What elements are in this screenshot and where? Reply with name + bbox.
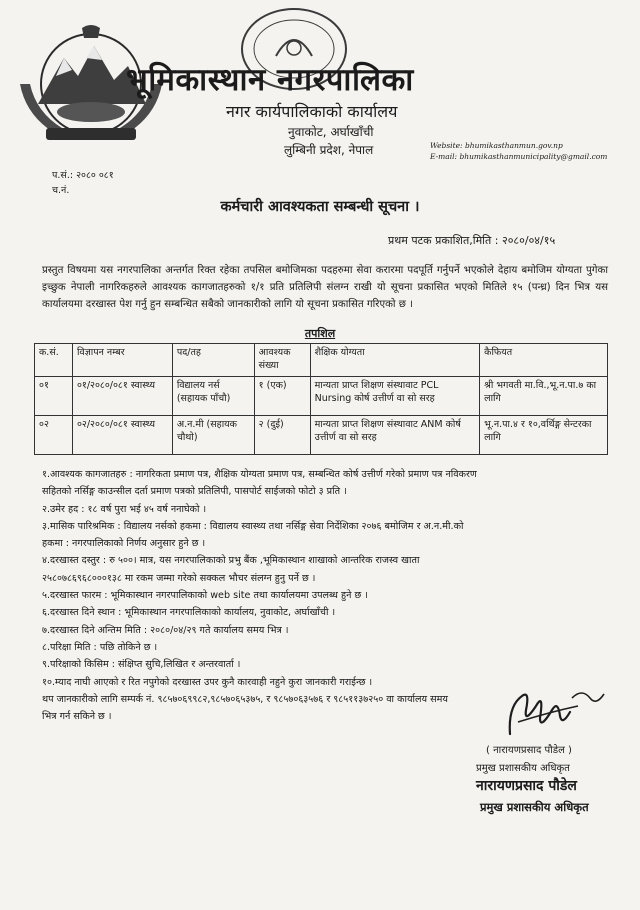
note-line: १.आवश्यक कागजातहरु : नागरिकता प्रमाण पत्र, शैक्षिक योग्यता प्रमाण पत्र, सम्बन्धित कोर्ष उत्तीर्ण गरेको प्रमाण पत्र नविकरण [42,469,477,480]
table-cell: विद्यालय नर्स (सहायक पाँचौ) [172,377,254,416]
office-province: लुम्बिनी प्रदेश, नेपाल [284,143,374,157]
header-cell: आवश्यक संख्या [254,344,310,377]
office-location: नुवाकोट, अर्घाखाँची [288,125,374,139]
header-cell: शैक्षिक योग्यता [310,344,480,377]
note-line: २५८०७८६९६८०००१३८ मा रकम जम्मा गरेको सक्कल भौचर संलग्न हुनु पर्ने छ । [42,572,316,584]
table-cell: १ (एक) [254,377,310,416]
website-text: Website: bhumikasthanmun.gov.np [430,141,563,150]
note-line: हकमा : नगरपालिकाको निर्णय अनुसार हुने छ । [42,538,206,550]
designation-stamp: प्रमुख प्रशासकीय अधिकृत [480,800,589,814]
table-cell: श्री भगवती मा.वि.,भू.न.पा.७ का लागि [480,377,608,416]
note-line: भित्र गर्न सकिने छ । [42,711,112,723]
note-line: ८.परिक्षा मिति : पछि तोकिने छ । [42,641,158,653]
table-cell: ०१ [35,377,73,416]
signatory-designation: प्रमुख प्रशासकीय अधिकृत [476,763,570,774]
contact-info [430,140,607,162]
header-cell: विज्ञापन नम्बर [72,344,172,377]
name-stamp: नारायणप्रसाद पौडेल [476,778,577,794]
note-line: ७.दरखास्त दिने अन्तिम मिति : २०८०/०४/२९ गते कार्यालय समय भित्र । [42,624,289,636]
note-line: १०.म्याद नाघी आएको र रित नपुगेको दरखास्त उपर कुनै कारवाही नहुने कुरा जानकारी गराईन्छ । [42,676,373,688]
signatory-name: ( नारायणप्रसाद पौडेल ) [486,745,572,756]
table-cell: मान्यता प्राप्त शिक्षण संस्थावाट ANM कोर्ष उत्तीर्ण वा सो सरह [310,416,480,455]
note-line: ५.दरखास्त फारम : भूमिकास्थान नगरपालिकाको web site तथा कार्यालयमा उपलब्ध हुने छ । [42,590,368,602]
intro-paragraph: प्रस्तुत विषयमा यस नगरपालिका अन्तर्गत रिक्त रहेका तपसिल बमोजिमका पदहरुमा सेवा करारमा पदपूर्ति गर्नुपर्ने भएकोले देहाय बमोजिम योग्यता पुगेका इच्छुक नेपाली नागरिकहरुले आवश्यक कागजातहरुको १/१ प्रति प्रतिलिपी संलग्न राखी यो सूचना प्रकासित भएको मितिले १५ (पन्ध्र) दिन भित्र यस कार्यालयमा दरखास्त पेश गर्नु हुन सम्बन्धित सबैको जानकारीको लागि यो सूचना प्रकासित गरिएको छ । [42,265,608,310]
table-cell: अ.न.मी (सहायक चौथो) [172,416,254,455]
notice-title: कर्मचारी आवश्यकता सम्बन्धी सूचना । [220,199,420,215]
table-cell: मान्यता प्राप्त शिक्षण संस्थावाट PCL Nursing कोर्ष उत्तीर्ण वा सो सरह [310,377,480,416]
table-cell: भू.न.पा.४ र १०,वर्थिङ्ग सेन्टरका लागि [480,416,608,455]
header-cell: कैफियत [480,344,608,377]
table-cell: ०२ [35,416,73,455]
header-cell: क.सं. [35,344,73,377]
note-line: ६.दरखास्त दिने स्थान : भूमिकास्थान नगरपालिकाको कार्यालय, नुवाकोट, अर्घाखाँची । [42,607,336,619]
note-line: २.उमेर हद : १८ वर्ष पुरा भई ४५ वर्ष ननाघेको । [42,503,207,515]
table-row [35,416,608,455]
table-caption: तपशिल [304,327,336,340]
header-cell: पद/तह [172,344,254,377]
note-line: थप जानकारीको लागि सम्पर्क नं. ९८५७०६९९८२,९८५७०६५३७५, र ९८५७०६३५७६ र ९८५११३७२५० वा कार्यालय समय [42,693,448,705]
municipality-name: भूमिकास्थान नगरपालिका [126,62,414,98]
email-text: E-mail: bhumikasthanmunicipality@gmail.com [430,152,608,161]
handwritten-signature [500,676,610,742]
table-cell: ०२/२०८०/०८१ स्वास्थ्य [72,416,172,455]
dispatch-number: च.नं. [52,185,70,196]
note-line: ९.परिक्षाको किसिम : संक्षिप्त सुचि,लिखित र अन्तरवार्ता । [42,659,241,671]
table-cell: २ (दुई) [254,416,310,455]
table-header-row [35,344,608,377]
note-line: सहितको नर्सिङ्ग काउन्सील दर्ता प्रमाण पत्रको प्रतिलिपी, पासपोर्ट साईजको फोटो ३ प्रति । [42,486,347,498]
letter-number: प.सं.: २०८० ०८१ [52,170,114,181]
reference-numbers [52,168,114,198]
office-name: नगर कार्यपालिकाको कार्यालय [226,102,398,121]
vacancy-table [34,343,608,455]
table-row [35,377,608,416]
publish-date: प्रथम पटक प्रकाशित,मिति : २०८०/०४/१५ [388,234,556,247]
table-cell: ०१/२०८०/०८१ स्वास्थ्य [72,377,172,416]
note-line: ४.दरखास्त दस्तुर : रु ५००। मात्र, यस नगरपालिकाको प्रभु बैंक ,भूमिकास्थान शाखाको आन्तरिक राजस्व खाता [42,555,420,567]
note-line: ३.मासिक पारिश्रमिक : विद्यालय नर्सको हकमा : विद्यालय स्वास्थ्य तथा नर्सिङ्ग सेवा निर्देशिका २०७६ बमोजिम र अ.न.मी.को [42,520,464,532]
